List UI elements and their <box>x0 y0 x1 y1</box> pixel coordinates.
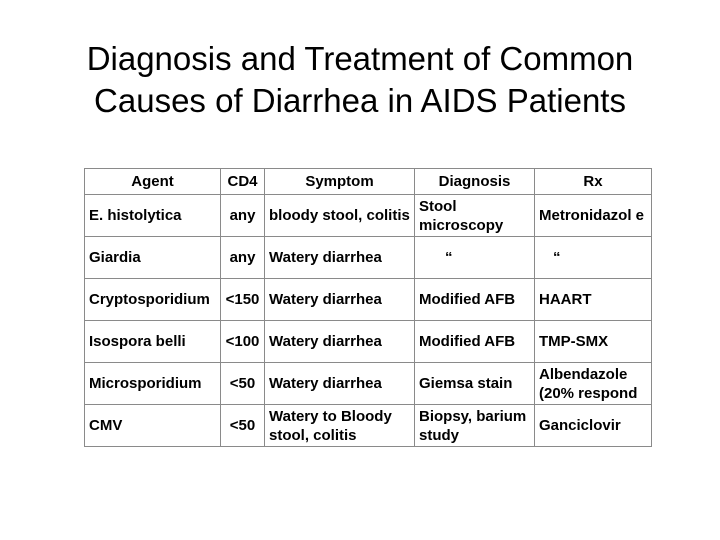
slide-title-line-1: Diagnosis and Treatment of Common <box>86 40 634 77</box>
slide-title <box>0 38 720 122</box>
slide-title-line-2: Causes of Diarrhea in AIDS Patients <box>94 82 626 119</box>
cell-rx: TMP-SMX <box>535 321 652 363</box>
cell-diagnosis: Modified AFB <box>415 321 535 363</box>
header-rx: Rx <box>535 169 652 195</box>
header-cd4: CD4 <box>221 169 265 195</box>
cell-cd4: <100 <box>221 321 265 363</box>
cell-diagnosis: Modified AFB <box>415 279 535 321</box>
table-row <box>85 363 652 405</box>
cell-diagnosis: Biopsy, barium study <box>415 405 535 447</box>
table-row <box>85 321 652 363</box>
table-row <box>85 405 652 447</box>
cell-cd4: <50 <box>221 363 265 405</box>
cell-agent: Microsporidium <box>85 363 221 405</box>
cell-symptom: Watery diarrhea <box>265 321 415 363</box>
cell-diagnosis-ditto: “ <box>415 237 535 279</box>
cell-symptom: bloody stool, colitis <box>265 195 415 237</box>
table-row <box>85 237 652 279</box>
cell-symptom: Watery diarrhea <box>265 279 415 321</box>
cell-rx-ditto: “ <box>535 237 652 279</box>
cell-diagnosis: Stool microscopy <box>415 195 535 237</box>
header-row <box>85 169 652 195</box>
cell-agent: Isospora belli <box>85 321 221 363</box>
cell-symptom: Watery diarrhea <box>265 363 415 405</box>
cell-rx: Ganciclovir <box>535 405 652 447</box>
cell-rx: Metronidazol e <box>535 195 652 237</box>
cell-symptom: Watery diarrhea <box>265 237 415 279</box>
diarrhea-table <box>84 168 652 447</box>
cell-diagnosis: Giemsa stain <box>415 363 535 405</box>
cell-agent: Cryptosporidium <box>85 279 221 321</box>
table-row <box>85 195 652 237</box>
header-symptom: Symptom <box>265 169 415 195</box>
table-row <box>85 279 652 321</box>
cell-cd4: any <box>221 195 265 237</box>
header-diagnosis: Diagnosis <box>415 169 535 195</box>
cell-agent: Giardia <box>85 237 221 279</box>
cell-rx: HAART <box>535 279 652 321</box>
cell-agent: E. histolytica <box>85 195 221 237</box>
cell-cd4: any <box>221 237 265 279</box>
cell-cd4: <50 <box>221 405 265 447</box>
cell-agent: CMV <box>85 405 221 447</box>
header-agent: Agent <box>85 169 221 195</box>
cell-cd4: <150 <box>221 279 265 321</box>
cell-symptom: Watery to Bloody stool, colitis <box>265 405 415 447</box>
cell-rx: Albendazole (20% respond <box>535 363 652 405</box>
table-container <box>84 168 651 447</box>
